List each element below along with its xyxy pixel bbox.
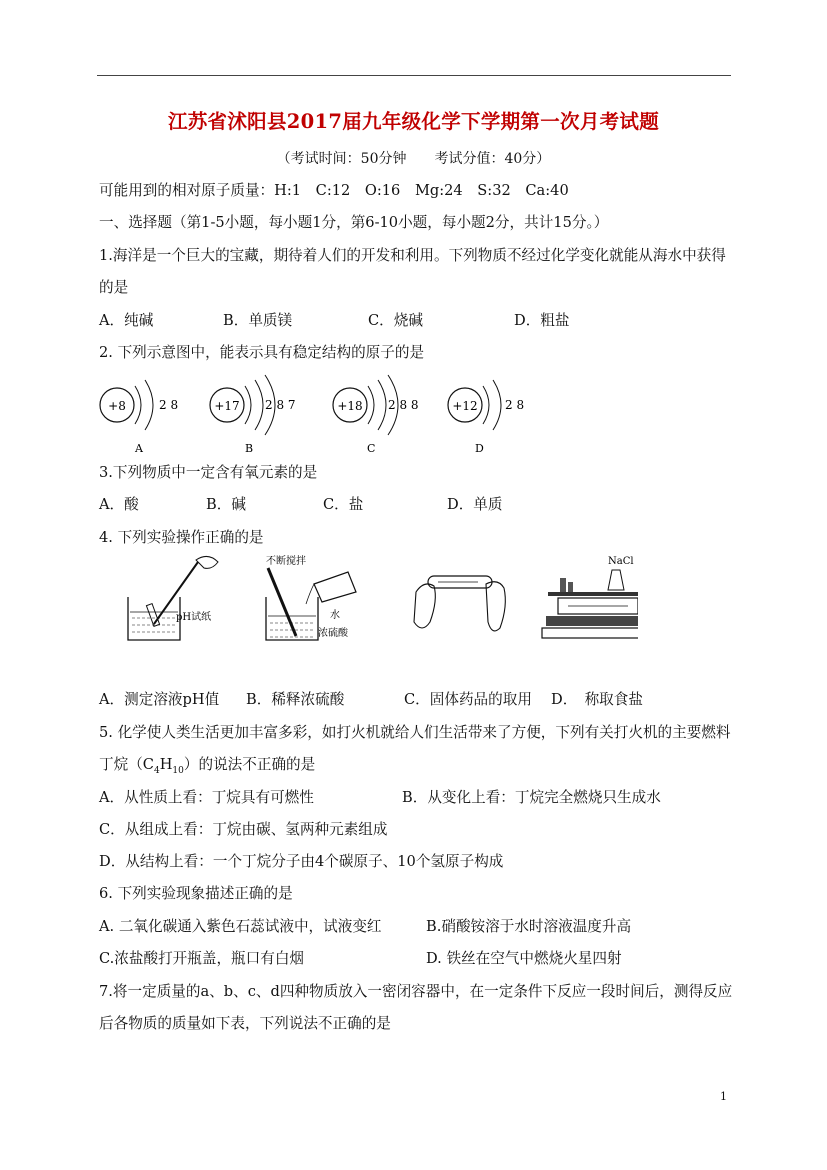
q5-line2-mid: H: [159, 756, 173, 773]
page-title: 江苏省沭阳县2017届九年级化学下学期第一次月考试题: [167, 110, 660, 133]
dilute-acid-illustration: [266, 554, 356, 640]
q1-option-b: B．单质镁: [223, 312, 293, 329]
atom-c-nucleus: +18: [337, 399, 363, 413]
q6-option-d: D. 铁丝在空气中燃烧火星四射: [426, 950, 622, 967]
q1-stem-line2: 的是: [99, 279, 129, 296]
acid-label: 浓硫酸: [318, 628, 348, 639]
atomic-masses: 可能用到的相对原子质量：H:1 C:12 O:16 Mg:24 S:32 Ca:40: [99, 182, 569, 199]
atom-a-shells: 2 8: [159, 398, 179, 412]
q6-option-c: C.浓盐酸打开瓶盖，瓶口有白烟: [99, 950, 305, 967]
q7-stem-line2: 后各物质的质量如下表，下列说法不正确的是: [99, 1015, 391, 1032]
q3-option-a: A．酸: [99, 496, 139, 513]
nacl-label: NaCl: [608, 556, 634, 567]
atom-b-nucleus: +17: [214, 399, 240, 413]
page-number: 1: [720, 1090, 727, 1103]
lab-operations-figure: [118, 552, 638, 644]
q5-stem-line2: [99, 755, 315, 781]
atom-diagram-a: [100, 380, 178, 430]
q4-option-a: A．测定溶液pH值: [99, 691, 220, 708]
atom-d-shells: 2 8: [505, 398, 525, 412]
q5-sub-carbon: 4: [153, 765, 160, 776]
q5-line2-pre: 丁烷（C: [99, 756, 154, 773]
q4-option-d: D． 称取食盐: [551, 691, 643, 708]
q3-stem: 3.下列物质中一定含有氧元素的是: [99, 464, 318, 481]
q5-stem-line1: 5. 化学使人类生活更加丰富多彩，如打火机就给人们生活带来了方便，下列有关打火机的主要燃料: [99, 724, 731, 741]
atom-a-nucleus: +8: [108, 399, 126, 413]
atom-c-label: C: [367, 442, 376, 455]
q6-option-b: B.硝酸铵溶于水时溶液温度升高: [426, 918, 632, 935]
ph-test-illustration: [128, 556, 218, 640]
atom-c-shells: 2 8 8: [388, 398, 419, 412]
atom-diagram-b: [210, 375, 296, 435]
q1-option-d: D．粗盐: [514, 312, 570, 329]
q1-option-a: A．纯碱: [99, 312, 154, 329]
atom-diagram-c: [333, 375, 419, 435]
water-label: 水: [330, 610, 340, 621]
atom-d-nucleus: +12: [452, 399, 478, 413]
q3-option-b: B．碱: [206, 496, 246, 513]
q5-option-d: D．从结构上看：一个丁烷分子由4个碳原子、10个氢原子构成: [99, 853, 504, 870]
q7-stem-line1: 7.将一定质量的a、b、c、d四种物质放入一密闭容器中，在一定条件下反应一段时间后，测得反应: [99, 983, 733, 1000]
atom-d-label: D: [475, 442, 484, 455]
q4-stem: 4. 下列实验操作正确的是: [99, 529, 264, 546]
atom-b-shells: 2 8 7: [265, 398, 296, 412]
exam-info: （考试时间：50分钟 考试分值：40分）: [276, 151, 551, 167]
ph-paper-label: pH试纸: [176, 612, 212, 623]
q1-option-c: C．烧碱: [368, 312, 423, 329]
atom-b-label: B: [245, 442, 254, 455]
header-rule: [97, 75, 731, 76]
q1-stem-line1: 1.海洋是一个巨大的宝藏，期待着人们的开发和利用。下列物质不经过化学变化就能从海水中获得: [99, 247, 726, 264]
solid-reagent-illustration: [414, 576, 505, 631]
q5-option-a: A．从性质上看：丁烷具有可燃性: [99, 789, 314, 806]
q4-option-c: C．固体药品的取用: [404, 691, 532, 708]
q5-line2-post: ）的说法不正确的是: [183, 756, 316, 773]
atom-structure-figure: [95, 372, 535, 462]
q5-sub-hydrogen: 10: [172, 765, 184, 776]
q4-option-b: B．稀释浓硫酸: [246, 691, 345, 708]
q6-option-a: A. 二氧化碳通入紫色石蕊试液中，试液变红: [99, 918, 382, 935]
q6-stem: 6. 下列实验现象描述正确的是: [99, 885, 293, 902]
atom-diagram-d: [448, 380, 524, 430]
stir-label: 不断搅拌: [266, 556, 306, 567]
q2-stem: 2. 下列示意图中，能表示具有稳定结构的原子的是: [99, 344, 425, 361]
q3-option-d: D．单质: [447, 496, 503, 513]
balance-illustration: [542, 556, 638, 638]
q5-option-c: C．从组成上看：丁烷由碳、氢两种元素组成: [99, 821, 388, 838]
q3-option-c: C．盐: [323, 496, 364, 513]
atom-a-label: A: [135, 442, 143, 455]
section-heading: 一、选择题（第1-5小题，每小题1分，第6-10小题，每小题2分，共计15分。）: [99, 214, 609, 231]
q5-option-b: B．从变化上看：丁烷完全燃烧只生成水: [402, 789, 661, 806]
